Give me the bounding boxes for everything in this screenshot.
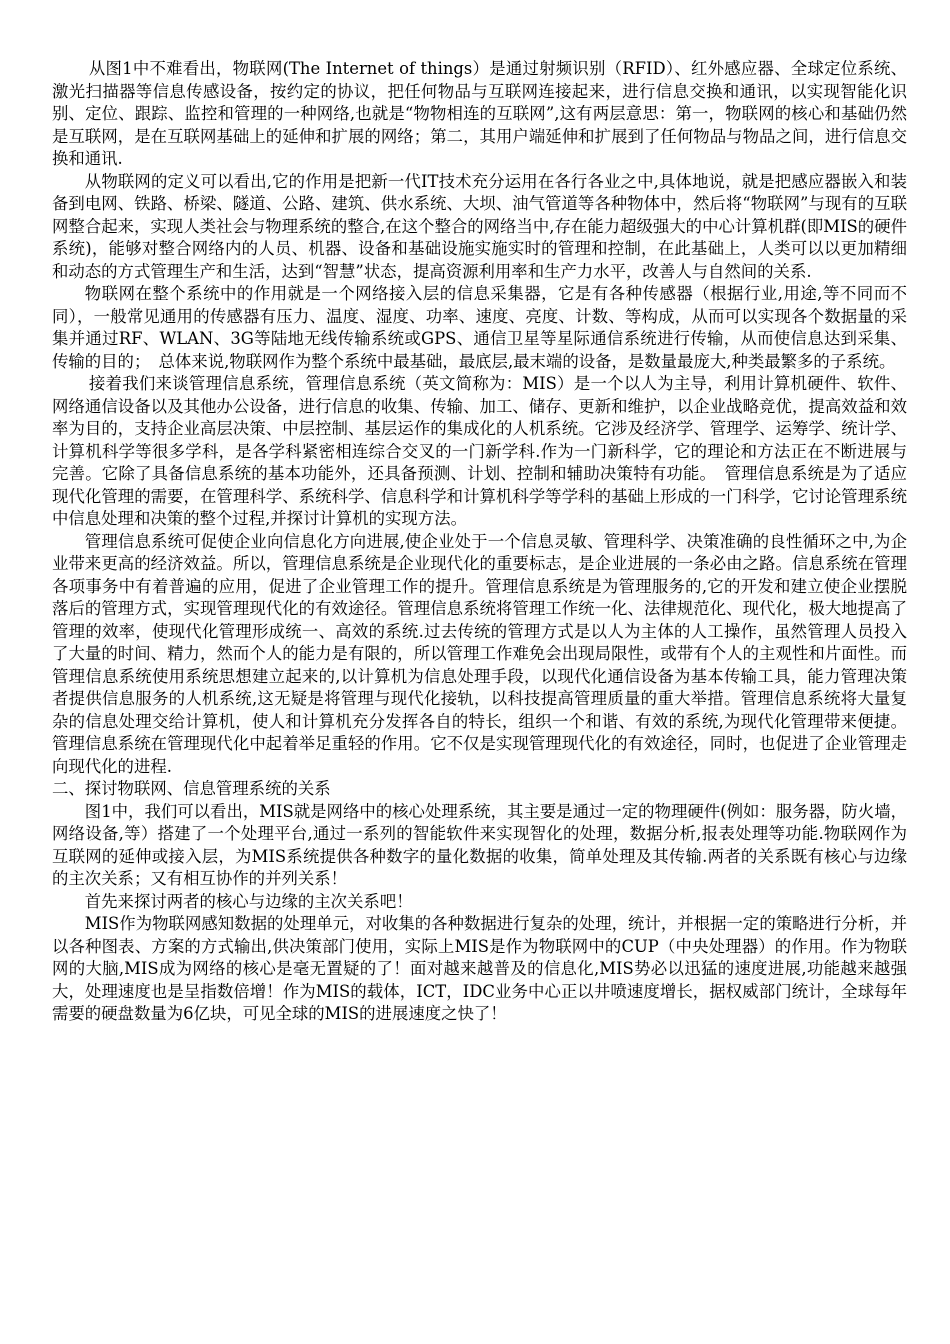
paragraph-iot-sensor-layer: 物联网在整个系统中的作用就是一个网络接入层的信息采集器，它是有各种传感器（根据行业,用途,等不同而不同），一般常见通用的传感器有压力、温度、湿度、功率、速度、亮度、计数、等构成，从而可以实现各个数据量的采集并通过RF、WLAN、3G等陆地无线传输系统或GPS、通信卫星等星际通信系统进行传输，从而使信息达到采集、传输的目的； 总体来说,物联网作为整个系统中最基础，最底层,最末端的设备，是数量最庞大,种类最繁多的子系统。 [52,284,907,371]
paragraph-mis-definition: 接着我们来谈管理信息系统，管理信息系统（英文简称为：MIS）是一个以人为主导，利用计算机硬件、软件、网络通信设备以及其他办公设备，进行信息的收集、传输、加工、储存、更新和维护，以企业战略竞优，提高效益和效率为目的，支持企业高层决策、中层控制、基层运作的集成化的人机系统。它涉及经济学、管理学、运筹学、统计学、计算机科学等很多学科，是各学科紧密相连综合交叉的一门新学科.作为一门新科学，它的理论和方法正在不断进展与完善。它除了具备信息系统的基本功能外，还具备预测、计划、控制和辅助决策特有功能。 管理信息系统是为了适应现代化管理的需要，在管理科学、系统科学、信息科学和计算机科学等学科的基础上形成的一门科学，它讨论管理系统中信息处理和决策的整个过程,并探讨计算机的实现方法。 [52,374,907,528]
paragraph-mis-as-brain: MIS作为物联网感知数据的处理单元，对收集的各种数据进行复杂的处理，统计，并根据一定的策略进行分析，并以各种图表、方案的方式输出,供决策部门使用，实际上MIS是作为物联网中的CUP（中央处理器）的作用。作为物联网的大脑,MIS成为网络的核心是毫无置疑的了！面对越来越普及的信息化,MIS势必以迅猛的速度进展,功能越来越强大，处理速度也是呈指数倍增！作为MIS的载体，ICT，IDC业务中心正以井喷速度增长，据权威部门统计，全球每年需要的硬盘数量为6亿块，可见全球的MIS的进展速度之快了！ [52,914,907,1023]
document-body [52,58,907,1026]
paragraph-core-edge-intro: 首先来探讨两者的核心与边缘的主次关系吧！ [84,891,413,911]
section-heading: 二、探讨物联网、信息管理系统的关系 [52,779,331,798]
paragraph-relationship: 图1中，我们可以看出，MIS就是网络中的核心处理系统，其主要是通过一定的物理硬件(例如：服务器，防火墙，网络设备,等）搭建了一个处理平台,通过一系列的智能软件来实现智化的处理，数据分析,报表处理等功能.物联网作为互联网的延伸或接入层，为MIS系统提供各种数字的量化数据的收集，简单处理及其传输.两者的关系既有核心与边缘的主次关系；又有相互协作的并列关系！ [52,801,907,888]
paragraph-iot-role: 从物联网的定义可以看出,它的作用是把新一代IT技术充分运用在各行各业之中,具体地说，就是把感应器嵌入和装备到电网、铁路、桥梁、隧道、公路、建筑、供水系统、大坝、油气管道等各种物体中，然后将“物联网”与现有的互联网整合起来，实现人类社会与物理系统的整合,在这个整合的网络当中,存在能力超级强大的中心计算机群(即MIS的硬件系统)，能够对整合网络内的人员、机器、设备和基础设施实施实时的管理和控制，在此基础上，人类可以以更加精细和动态的方式管理生产和生活，达到“智慧”状态，提高资源利用率和生产力水平，改善人与自然间的关系. [52,171,907,281]
paragraph-iot-definition: 从图1中不难看出，物联网(The Internet of things）是通过射频识别（RFID）、红外感应器、全球定位系统、激光扫描器等信息传感设备，按约定的协议，把任何物品与互联网连接起来，进行信息交换和通讯，以实现智能化识别、定位、跟踪、监控和管理的一种网络,也就是“物物相连的互联网”,这有两层意思：第一，物联网的核心和基础仍然是互联网，是在互联网基础上的延伸和扩展的网络；第二，其用户端延伸和扩展到了任何物品与物品之间，进行信息交换和通讯. [52,59,907,168]
paragraph-mis-benefits: 管理信息系统可促使企业向信息化方向进展,使企业处于一个信息灵敏、管理科学、决策准确的良性循环之中,为企业带来更高的经济效益。所以，管理信息系统是企业现代化的重要标志，是企业进展的一条必由之路。信息系统在管理各项事务中有着普遍的应用，促进了企业管理工作的提升。管理信息系统是为管理服务的,它的开发和建立使企业摆脱落后的管理方式，实现管理现代化的有效途径。管理信息系统将管理工作统一化、法律规范化、现代化，极大地提高了管理的效率，使现代化管理形成统一、高效的系统.过去传统的管理方式是以人为主体的人工操作，虽然管理人员投入了大量的时间、精力，然而个人的能力是有限的，所以管理工作难免会出现局限性，或带有个人的主观性和片面性。而管理信息系统使用系统思想建立起来的,以计算机为信息处理手段，以现代化通信设备为基本传输工具，能力管理决策者提供信息服务的人机系统,这无疑是将管理与现代化接轨，以科技提高管理质量的重大举措。管理信息系统将大量复杂的信息处理交给计算机，使人和计算机充分发挥各自的特长，组织一个和谐、有效的系统,为现代化管理带来便捷。管理信息系统在管理现代化中起着举足重轻的作用。它不仅是实现管理现代化的有效途径，同时，也促进了企业管理走向现代化的进程. [52,531,907,776]
